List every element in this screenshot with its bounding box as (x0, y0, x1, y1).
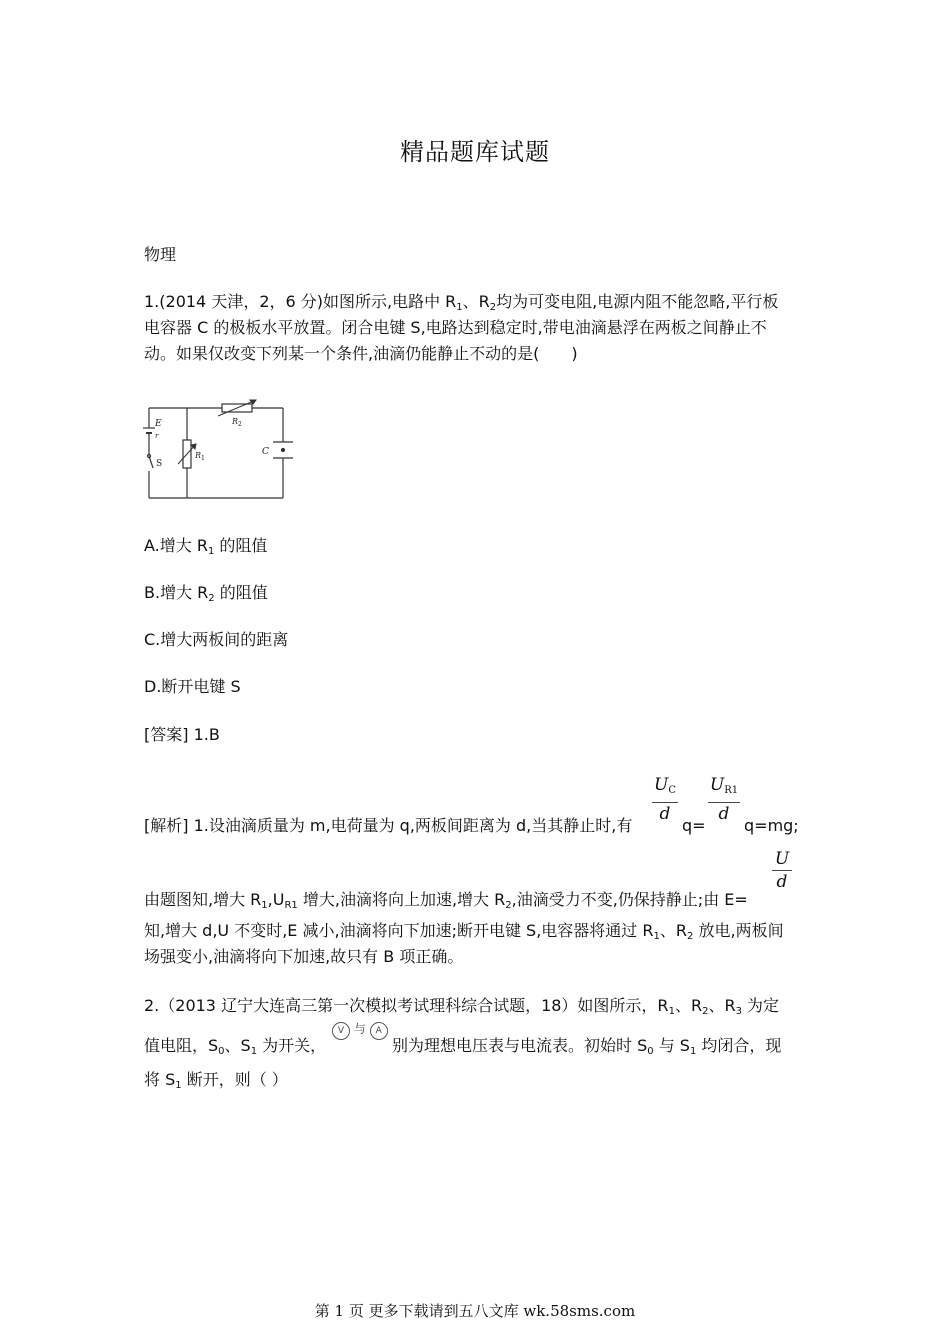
q2-text: 将 S (144, 1070, 176, 1089)
numerator (650, 774, 680, 802)
answer: [答案] 1.B (144, 725, 220, 744)
fraction-uc-d (650, 774, 680, 825)
analysis-line-1 (144, 811, 632, 841)
page-footer: 第 1 页 更多下载请到五八文库 wk.58sms.com (314, 1302, 636, 1320)
q2-text: 、S (224, 1036, 251, 1055)
sub: 2 (687, 931, 694, 942)
s-label: S (156, 459, 163, 469)
arrow-head (250, 400, 256, 404)
sub: R1 (284, 900, 298, 911)
option-text: A.增大 R (144, 536, 208, 555)
analysis-text: ,油滴受力不变,仍保持静止;由 E= (511, 890, 748, 909)
sub: 1 (207, 546, 215, 557)
q2-text: 与 S (653, 1036, 690, 1055)
q2-text: 、R (674, 996, 703, 1015)
r1-letter: R (195, 451, 202, 460)
subject-label: 物理 (144, 245, 177, 264)
u-letter: U (654, 775, 669, 795)
analysis-text: 、R (659, 921, 688, 940)
q2-line-2b (392, 1031, 781, 1067)
sub: R1 (724, 785, 739, 796)
analysis-line-4: 场强变小,油滴将向下加速,故只有 B 项正确。 (144, 947, 464, 966)
option-a (144, 531, 267, 567)
fraction-bar (772, 870, 792, 893)
ammeter-icon: A (370, 1022, 388, 1040)
q1-line-2: 电容器 C 的极板水平放置。闭合电键 S,电路达到稳定时,带电油滴悬浮在两板之间静止不 (144, 318, 767, 337)
analysis-text: [解析] 1.设油滴质量为 m,电荷量为 q,两板间距离为 d,当其静止时,有 (144, 816, 633, 835)
e-label: E (155, 419, 162, 429)
option-text: B.增大 R (144, 583, 209, 602)
option-c: C.增大两板间的距离 (144, 630, 289, 649)
q1-text: 均为可变电阻,电源内阻不能忽略,平行板 (496, 292, 779, 311)
sub: 1 (261, 900, 268, 911)
r1-label (194, 451, 205, 462)
sub: 2 (489, 302, 497, 313)
q2-text: 均闭合，现 (696, 1036, 782, 1055)
fraction-bar (708, 802, 740, 825)
option-text: 的阻值 (214, 536, 268, 555)
r-label: r (155, 432, 159, 440)
voltmeter-icon: V (332, 1022, 350, 1040)
u-letter: U (709, 775, 725, 795)
analysis-eq-1: q= (682, 816, 706, 835)
r2-sub: 2 (238, 421, 242, 428)
fraction-ur1-d (706, 774, 742, 825)
sub: 1 (653, 931, 660, 942)
q1-line-3: 动。如果仅改变下列某一个条件,油滴仍能静止不动的是( ) (144, 344, 578, 363)
c-label: C (262, 447, 269, 457)
analysis-text: 由题图知,增大 R (144, 890, 262, 909)
oil-drop (281, 448, 284, 451)
r2-variable-arrow (218, 400, 256, 416)
analysis-text: 知,增大 d,U 不变时,E 减小,油滴将向下加速;断开电键 S,电容器将通过 R (144, 921, 654, 940)
meter-and: 与 (353, 1022, 366, 1036)
q2-text: 2.（2013 辽宁大连高三第一次模拟考试理科综合试题，18）如图所示，R (144, 996, 669, 1015)
q1-text: 1.(2014 天津，2，6 分)如图所示,电路中 R (144, 292, 457, 311)
analysis-text: 放电,两板间 (693, 921, 784, 940)
q2-line-1 (144, 991, 779, 1027)
sub: 0 (647, 1046, 654, 1057)
meter-symbols (332, 1020, 388, 1040)
fraction-u-d (770, 848, 794, 893)
sub: 2 (505, 900, 512, 911)
denominator: d (776, 872, 788, 892)
r2-letter: R (232, 417, 239, 426)
q2-text: 断开，则（ ） (181, 1070, 288, 1089)
fraction-bar (652, 802, 678, 825)
r1-sub: 1 (201, 455, 205, 462)
analysis-eq-2: q=mg; (744, 816, 799, 835)
q2-text: 别为理想电压表与电流表。初始时 S (392, 1036, 648, 1055)
numerator (706, 774, 742, 802)
denominator: d (718, 804, 730, 824)
q1-text: 、R (462, 292, 490, 311)
q2-line-3 (144, 1065, 288, 1101)
q2-text: 值电阻，S (144, 1036, 219, 1055)
q2-text: 、R (708, 996, 736, 1015)
page-title: 精品题库试题 (400, 138, 550, 166)
sub: 1 (250, 1046, 258, 1057)
sub: C (668, 785, 676, 796)
numerator: U (774, 849, 790, 869)
sub: 3 (735, 1006, 742, 1017)
sub: 1 (175, 1080, 182, 1091)
analysis-text: ,U (267, 890, 285, 909)
sub: 2 (702, 1006, 709, 1017)
option-d: D.断开电键 S (144, 677, 241, 696)
q2-text: 为定 (741, 996, 780, 1015)
option-b (144, 578, 268, 614)
circuit-diagram (140, 396, 300, 506)
sub: 0 (218, 1046, 225, 1057)
sub: 1 (668, 1006, 675, 1017)
denominator: d (659, 804, 671, 824)
sub: 1 (689, 1046, 697, 1057)
sub: 1 (456, 302, 463, 313)
q2-line-2a (144, 1031, 326, 1067)
r2-label (231, 417, 242, 428)
option-text: 的阻值 (214, 583, 268, 602)
analysis-text: 增大,油滴将向上加速,增大 R (297, 890, 506, 909)
q2-text: 为开关， (257, 1036, 327, 1055)
sub: 2 (208, 593, 215, 604)
